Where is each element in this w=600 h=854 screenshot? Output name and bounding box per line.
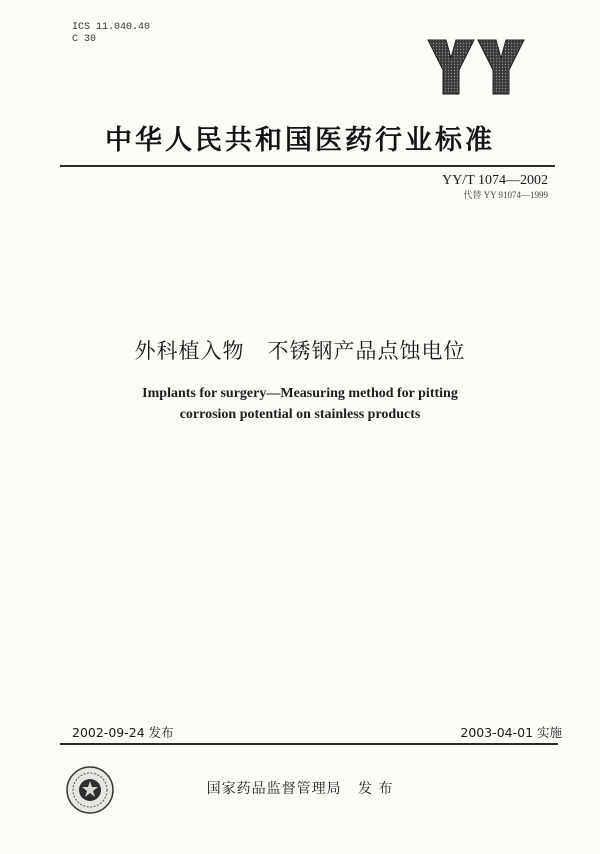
publisher: 国家药品监督管理局 发 布: [206, 781, 394, 797]
logo-text: YY: [476, 76, 478, 77]
ccs-code: C 30: [72, 34, 97, 45]
standard-number: YY/T 1074—2002: [442, 173, 548, 188]
ics-code: ICS 11.040.40: [72, 22, 151, 33]
yy-standard-logo: [426, 36, 526, 98]
header-divider: [60, 165, 555, 167]
document-title-english: [0, 383, 600, 425]
title-en-line-2: corrosion potential on stainless products: [179, 407, 421, 422]
document-title-chinese: 外科植入物 不锈钢产品点蚀电位: [134, 339, 466, 363]
title-en-line-1: Implants for surgery—Measuring method for pitting: [142, 386, 458, 401]
replaces-standard: 代替 YY 91074—1999: [463, 190, 548, 200]
issue-date: 2002-09-24 发布: [72, 725, 174, 740]
implementation-date: 2003-04-01 实施: [460, 725, 562, 740]
header-title: 中华人民共和国医药行业标准: [105, 125, 495, 156]
classification-codes: [72, 22, 150, 46]
footer-divider: [60, 743, 558, 745]
